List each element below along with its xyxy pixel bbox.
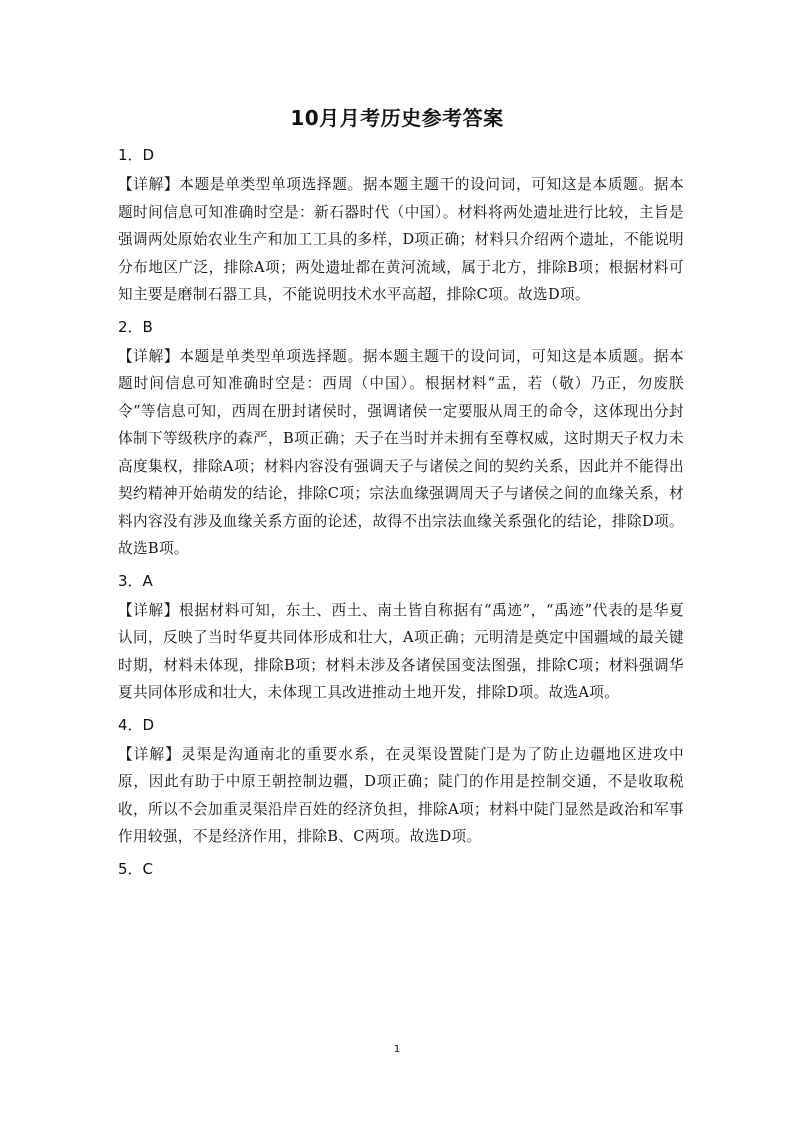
answer-explanation: 【详解】本题是单类型单项选择题。据本题主题干的设问词，可知这是本质题。据本题时间信息可知准确时空是：新石器时代（中国）。材料将两处遗址进行比较，主旨是强调两处原始农业生产和加工工具的多样，D项正确；材料只介绍两个遗址，不能说明分布地区广泛，排除A项；两处遗址都在黄河流域，属于北方，排除B项；根据材料可知主要是磨制石器工具，不能说明技术水平高超，排除C项。故选D项。 xyxy=(118,176,684,303)
answer-explanation: 【详解】本题是单类型单项选择题。据本题主题干的设问词，可知这是本质题。据本题时间信息可知准确时空是：西周（中国）。根据材料“盂，若（敬）乃正，勿废朕令”等信息可知，西周在册封诸侯时，强调诸侯一定要服从周王的命令，这体现出分封体制下等级秩序的森严，B项正确；天子在当时并未拥有至尊权威，这时期天子权力未高度集权，排除A项；材料内容没有强调天子与诸侯之间的契约关系，因此并不能得出契约精神开始萌发的结论，排除C项；宗法血缘强调周天子与诸侯之间的血缘关系，材料内容没有涉及血缘关系方面的论述，故得不出宗法血缘关系强化的结论，排除D项。故选B项。 xyxy=(118,347,684,557)
answer-item xyxy=(118,857,684,881)
answer-list xyxy=(118,143,684,883)
question-number: 1．D xyxy=(118,146,155,164)
question-number: 5．C xyxy=(118,859,154,878)
question-number: 4．D xyxy=(118,715,155,734)
answer-item xyxy=(118,569,684,707)
page-title: 10月月考历史参考答案 xyxy=(290,106,504,130)
answer-explanation: 【详解】灵渠是沟通南北的重要水系，在灵渠设置陡门是为了防止边疆地区进攻中原，因此有助于中原王朝控制边疆，D项正确；陡门的作用是控制交通，不是收取税收，所以不会加重灵渠沿岸百姓的经济负担，排除A项；材料中陡门显然是政治和军事作用较强，不是经济作用，排除B、C两项。故选D项。 xyxy=(118,745,684,845)
page-number: 1 xyxy=(393,1044,401,1055)
answer-explanation: 【详解】根据材料可知，东土、西土、南土皆自称据有“禹迹”，“禹迹”代表的是华夏认同，反映了当时华夏共同体形成和壮大，A项正确；元明清是奠定中国疆域的最关键时期，材料未体现，排除B项；材料未涉及各诸侯国变法图强，排除C项；材料强调华夏共同体形成和壮大，未体现工具改进推动土地开发，排除D项。故选A项。 xyxy=(118,601,684,701)
answer-item xyxy=(118,143,684,309)
question-number: 3．A xyxy=(118,571,153,590)
question-number: 2．B xyxy=(118,317,153,336)
answer-item xyxy=(118,315,684,563)
answer-item xyxy=(118,713,684,851)
